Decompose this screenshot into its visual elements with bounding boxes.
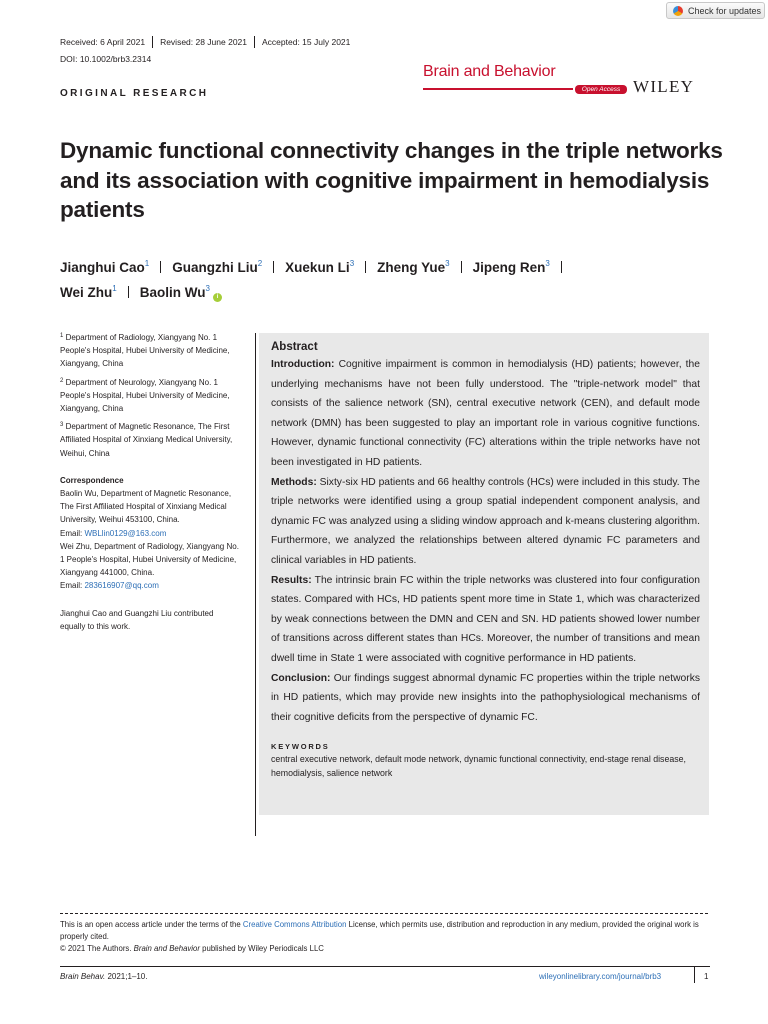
column-divider — [255, 333, 256, 836]
crossmark-icon — [673, 6, 683, 16]
divider — [561, 261, 562, 273]
email-link[interactable]: 283616907@qq.com — [84, 581, 159, 591]
divider — [365, 261, 366, 273]
affiliation: $^1$ Department of Radiology, Xiangyang No. 1 People's Hospital, Hubei University of Medicine, Xiangyang, China — [60, 333, 230, 369]
publisher-logo: WILEY — [633, 77, 695, 96]
divider — [273, 261, 274, 273]
check-for-updates-button[interactable] — [666, 2, 765, 19]
abstract-conclusion: Conclusion: Our findings suggest abnormal dynamic FC properties within the triple networks in HD patients, which may provide new insights into the pathophysiological mechanisms of their cognitive deficits from the perspective of dynamic FC. — [271, 672, 700, 723]
author: Wei Zhu$^1$ — [60, 284, 117, 300]
divider — [254, 36, 255, 48]
abstract-methods: Methods: Sixty-six HD patients and 66 healthy controls (HCs) were included in this study. The triple networks were identified using a group spatial independent component analysis, and dynamic FC was analyzed using a sliding window approach and k-means clustering algorithm. Furthermore, we analyzed the relationships between altered dynamic FC parameters and clinical variables in HD patients. — [271, 476, 700, 566]
doi: DOI: 10.1002/brb3.2314 — [60, 54, 152, 64]
author: Guangzhi Liu$^2$ — [172, 259, 263, 275]
accepted-date: Accepted: 15 July 2021 — [262, 37, 351, 47]
correspondence-zhu: Wei Zhu, Department of Radiology, Xiangyang No. 1 People's Hospital, Hubei University of Medicine, Xiangyang 441000, China. Email: 283616907@qq.com — [60, 541, 239, 591]
revised-date: Revised: 28 June 2021 — [160, 37, 248, 47]
author: Zheng Yue$^3$ — [377, 259, 450, 275]
abstract-box — [259, 333, 709, 815]
orcid-icon[interactable]: i — [213, 293, 222, 302]
abstract-introduction: Introduction: Cognitive impairment is common in hemodialysis (HD) patients; however, the underlying mechanisms have not been fully understood. The "triple-network model" that consists of the salience network (SN), central executive network (CEN), and default mode network (DMN) has been suggested to play an important role in various cognitive functions. However, dynamic functional connectivity (FC) alterations within the triple networks have not been investigated in HD patients. — [271, 359, 700, 468]
divider — [152, 36, 153, 48]
keywords-heading: KEYWORDS — [271, 742, 330, 752]
open-access-badge: Open Access — [575, 85, 627, 94]
footnote-divider — [60, 913, 708, 914]
article-title: Dynamic functional connectivity changes in the triple networks and its association with cognitive impairment in hemodialysis patients — [60, 138, 723, 222]
author: Xuekun Li$^3$ — [285, 259, 355, 275]
keywords: central executive network, default mode network, dynamic functional connectivity, end-stage renal disease, hemodialysis, salience network — [271, 754, 686, 779]
author: Jipeng Ren$^3$ — [472, 259, 550, 275]
correspondence-heading: Correspondence — [60, 475, 124, 485]
license-link[interactable]: Creative Commons Attribution — [242, 920, 347, 929]
divider — [160, 261, 161, 273]
affiliation: $^3$ Department of Magnetic Resonance, The First Affiliated Hospital of Xinxiang Medical University, Weihui, China — [60, 422, 233, 458]
author: Jianghui Cao$^1$ — [60, 259, 150, 275]
journal-underline — [423, 88, 573, 90]
check-updates-label: Check for updates — [688, 6, 762, 16]
article-type: ORIGINAL RESEARCH — [60, 88, 209, 99]
equal-contribution-note: Jianghui Cao and Guangzhi Liu contributed equally to this work. — [60, 608, 214, 631]
author: Baolin Wu$^3$i — [140, 285, 222, 300]
page-number: 1 — [704, 972, 709, 981]
divider — [128, 286, 129, 298]
journal-url-link[interactable]: wileyonlinelibrary.com/journal/brb3 — [539, 972, 662, 981]
citation: Brain Behav. 2021;1–10. — [60, 972, 148, 981]
abstract-results: Results: The intrinsic brain FC within the triple networks was clustered into four configuration states. Compared with HCs, HD patients spent more time in State 1, which was characterized by weak connections between the DMN and CEN and SN. HD patients showed lower number of transitions across different states than HCs. Moreover, the number of transitions and mean dwell time in State 1 were associated with cognitive performance in HD patients. — [271, 574, 700, 664]
received-date: Received: 6 April 2021 — [60, 37, 146, 47]
divider — [694, 966, 695, 983]
abstract-heading: Abstract — [271, 341, 318, 353]
divider — [461, 261, 462, 273]
email-link[interactable]: WBLlin0129@163.com — [84, 528, 167, 538]
article-dates — [60, 36, 350, 48]
journal-name: Brain and Behavior — [423, 63, 556, 80]
correspondence-wu: Baolin Wu, Department of Magnetic Resonance, The First Affiliated Hospital of Xinxiang Medical University, Weihui 453100, China. Email: WBLlin0129@163.com — [60, 489, 232, 538]
affiliations-column — [60, 331, 240, 638]
author-list — [60, 255, 720, 305]
affiliation: $^2$ Department of Neurology, Xiangyang No. 1 People's Hospital, Hubei University of Medicine, Xiangyang, China — [60, 377, 230, 414]
footer-rule — [60, 966, 710, 967]
license-note: This is an open access article under the terms of the Creative Commons Attribution License, which permits use, distribution and reproduction in any medium, provided the original work is properly cited. © 2021 The Authors. Brain and Behavior published by Wiley Periodicals LLC — [60, 920, 699, 953]
